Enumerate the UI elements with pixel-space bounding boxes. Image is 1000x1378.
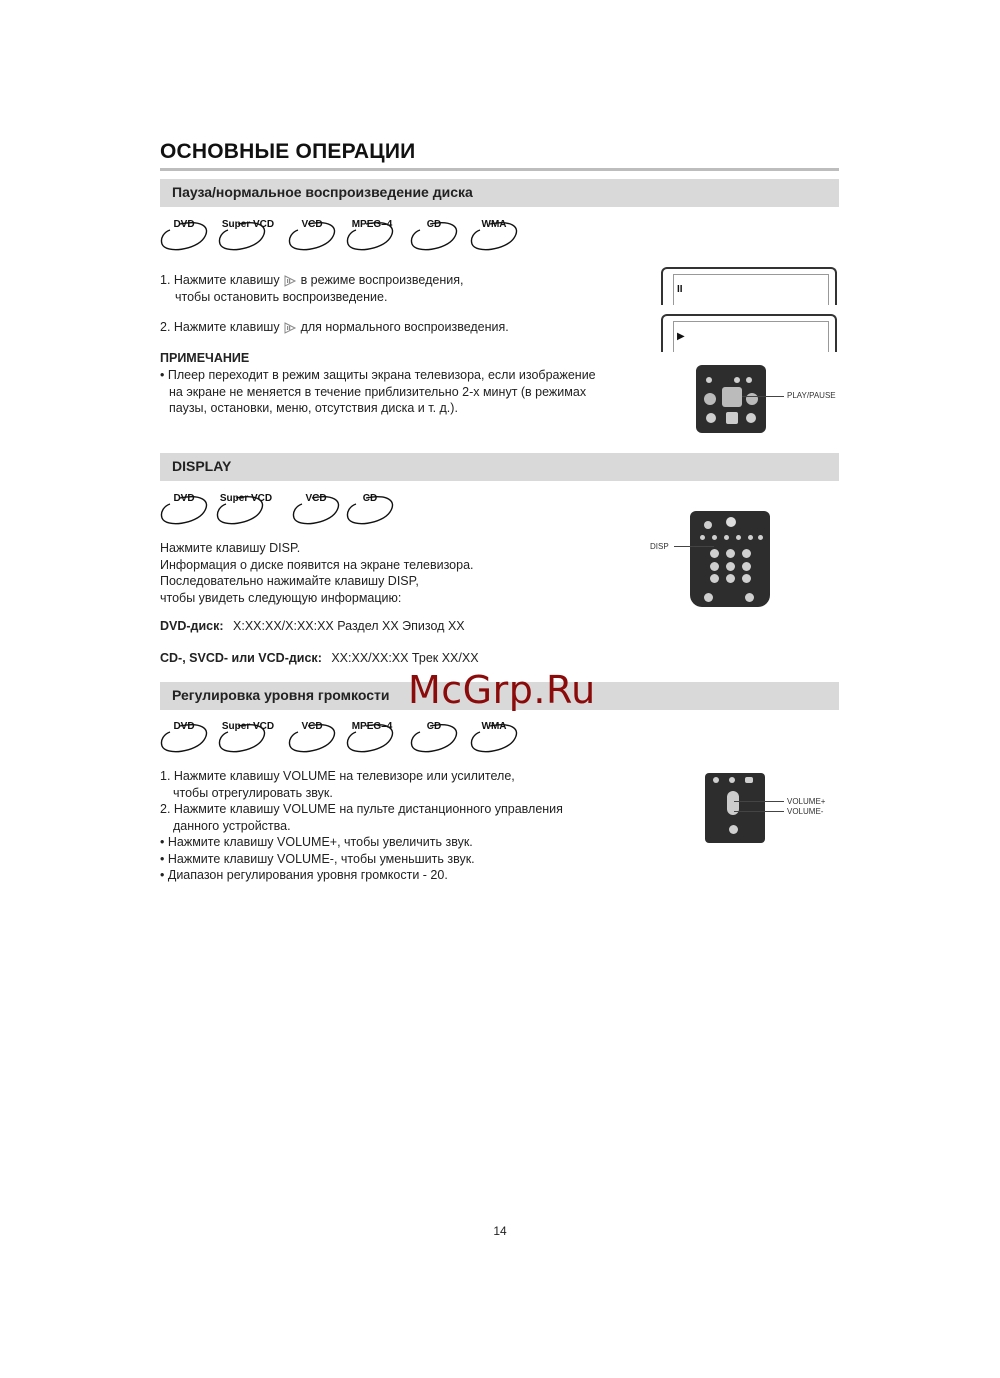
step-text: в режиме воспроизведения, bbox=[300, 273, 464, 287]
disc-icon bbox=[346, 720, 396, 756]
disc-label: VCD bbox=[301, 219, 323, 230]
disc-icon bbox=[346, 492, 396, 528]
note-body bbox=[160, 367, 596, 417]
dvd-info-label: DVD-диск: bbox=[160, 619, 224, 633]
remote-playback-illustration bbox=[696, 365, 766, 433]
step-text: 2. Нажмите клавишу bbox=[160, 320, 280, 334]
disc-icon bbox=[410, 720, 460, 756]
disc-icon bbox=[160, 218, 210, 254]
page-title: ОСНОВНЫЕ ОПЕРАЦИИ bbox=[160, 140, 416, 163]
disc-label: Super VCD bbox=[219, 493, 273, 504]
disc-format-row bbox=[160, 492, 420, 532]
callout-play-pause: PLAY/PAUSE bbox=[787, 391, 836, 400]
disc-label: CD bbox=[362, 493, 378, 504]
disc-label: WMA bbox=[481, 219, 507, 230]
instruction-line: • Диапазон регулирования уровня громкости - 20. bbox=[160, 868, 448, 882]
display-instructions bbox=[160, 540, 474, 606]
play-pause-icon bbox=[283, 275, 297, 287]
step-text: чтобы остановить воспроизведение. bbox=[175, 289, 388, 304]
pause-icon: II bbox=[677, 284, 683, 295]
disc-label: WMA bbox=[481, 721, 507, 732]
cd-info-line bbox=[160, 650, 479, 667]
cd-info-value: XX:XX/XX:XX Трек XX/XX bbox=[331, 651, 479, 665]
disc-icon bbox=[410, 218, 460, 254]
tv-screen-pause bbox=[661, 267, 837, 305]
disc-icon bbox=[470, 720, 520, 756]
instruction-line: Последовательно нажимайте клавишу DISP, bbox=[160, 574, 419, 588]
step-2 bbox=[160, 319, 509, 336]
instruction-line: • Нажмите клавишу VOLUME-, чтобы уменьшить звук. bbox=[160, 851, 475, 866]
callout-volume bbox=[787, 797, 825, 817]
play-icon: ▶ bbox=[677, 331, 685, 342]
callout-line bbox=[674, 546, 714, 547]
disc-label: DVD bbox=[173, 493, 195, 504]
instruction-line: чтобы увидеть следующую информацию: bbox=[160, 590, 402, 605]
section-header-display bbox=[160, 453, 839, 481]
disc-icon bbox=[218, 218, 275, 254]
step-text: для нормального воспроизведения. bbox=[300, 320, 509, 334]
power-icon bbox=[726, 517, 736, 527]
instruction-line: 2. Нажмите клавишу VOLUME на пульте дистанционного управления bbox=[160, 802, 563, 816]
step-1 bbox=[160, 272, 463, 305]
step-text: 1. Нажмите клавишу bbox=[160, 273, 280, 287]
disc-icon bbox=[288, 218, 338, 254]
disc-label: DVD bbox=[173, 219, 195, 230]
instruction-line: • Нажмите клавишу VOLUME+, чтобы увеличить звук. bbox=[160, 835, 473, 849]
volume-instructions bbox=[160, 768, 563, 884]
disc-label: DVD bbox=[173, 721, 195, 732]
disc-label: Super VCD bbox=[221, 721, 275, 732]
disc-format-row bbox=[160, 720, 540, 760]
note-line: паузы, остановки, меню, отсутствия диска и т. д.). bbox=[169, 401, 458, 415]
instruction-line: 1. Нажмите клавишу VOLUME на телевизоре или усилителе, bbox=[160, 769, 515, 783]
disc-icon bbox=[160, 720, 210, 756]
note-line: • Плеер переходит в режим защиты экрана телевизора, если изображение bbox=[160, 368, 596, 382]
dvd-info-value: X:XX:XX/X:XX:XX Раздел XX Эпизод XX bbox=[233, 619, 465, 633]
section-heading: Регулировка уровня громкости bbox=[172, 687, 390, 703]
remote-volume-illustration bbox=[705, 773, 765, 843]
title-divider bbox=[160, 168, 839, 171]
note-line: на экране не меняется в течение приблизительно 2-х минут (в режимах bbox=[169, 384, 587, 399]
tv-screen-play bbox=[661, 314, 837, 352]
disc-label: CD bbox=[426, 721, 442, 732]
callout-volume-plus: VOLUME+ bbox=[787, 797, 826, 806]
disc-icon bbox=[216, 492, 273, 528]
disc-format-row bbox=[160, 218, 540, 258]
disc-icon bbox=[288, 720, 338, 756]
instruction-line: чтобы отрегулировать звук. bbox=[173, 785, 333, 800]
section-heading: Пауза/нормальное воспроизведение диска bbox=[172, 184, 473, 200]
disc-label: CD bbox=[426, 219, 442, 230]
instruction-line: Информация о диске появится на экране телевизора. bbox=[160, 557, 474, 572]
instruction-line: Нажмите клавишу DISP. bbox=[160, 541, 301, 555]
disc-label: VCD bbox=[301, 721, 323, 732]
callout-volume-minus: VOLUME- bbox=[787, 807, 824, 816]
note-title: ПРИМЕЧАНИЕ bbox=[160, 351, 250, 365]
disc-label: MPEG–4 bbox=[351, 721, 393, 732]
section-header-pause bbox=[160, 179, 839, 207]
cd-info-label: CD-, SVCD- или VCD-диск: bbox=[160, 651, 322, 665]
callout-line bbox=[734, 811, 784, 812]
play-pause-button-illustration bbox=[722, 387, 742, 407]
dvd-info-line bbox=[160, 618, 465, 635]
disc-icon bbox=[160, 492, 210, 528]
page-number: 14 bbox=[493, 1224, 507, 1238]
callout-line bbox=[742, 396, 784, 397]
remote-display-illustration bbox=[690, 511, 770, 607]
callout-line bbox=[734, 801, 784, 802]
disc-icon bbox=[218, 720, 275, 756]
disc-icon bbox=[470, 218, 520, 254]
instruction-line: данного устройства. bbox=[173, 818, 291, 833]
disc-label: VCD bbox=[305, 493, 327, 504]
disc-label: MPEG–4 bbox=[351, 219, 393, 230]
callout-disp: DISP bbox=[650, 542, 669, 551]
disc-icon bbox=[346, 218, 396, 254]
disc-label: Super VCD bbox=[221, 219, 275, 230]
watermark: McGrp.Ru bbox=[408, 668, 596, 712]
disc-icon bbox=[292, 492, 342, 528]
play-pause-icon bbox=[283, 322, 297, 334]
section-heading: DISPLAY bbox=[172, 458, 232, 474]
